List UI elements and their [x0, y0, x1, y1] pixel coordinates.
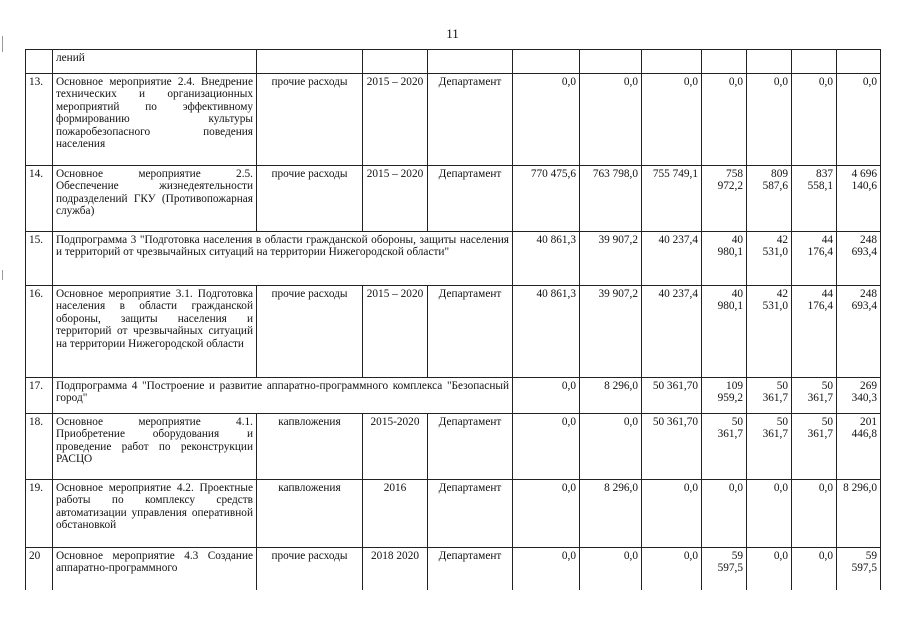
- value-2020: 0,0: [792, 480, 837, 548]
- measure-name-cell: лений: [53, 50, 257, 74]
- table-row: [26, 232, 881, 286]
- program-name-cell: Подпрограмма 4 "Построение и развитие аппаратно-программного комплекса "Безопасный город": [53, 378, 513, 414]
- executor-cell: Департамент: [428, 166, 513, 232]
- row-number-cell: 20: [26, 548, 53, 590]
- table-row: [26, 286, 881, 378]
- value-2016: 8 296,0: [580, 378, 642, 414]
- value-total: 0,0: [837, 74, 881, 166]
- table-body: [26, 50, 881, 590]
- executor-cell: Департамент: [428, 480, 513, 548]
- executor-cell: Департамент: [428, 286, 513, 378]
- value-2017: 50 361,70: [642, 414, 702, 480]
- value-2019: 42 531,0: [747, 286, 792, 378]
- value-total: [837, 50, 881, 74]
- table-row: [26, 166, 881, 232]
- value-2020: [792, 50, 837, 74]
- value-2019: 0,0: [747, 74, 792, 166]
- value-2015: [513, 50, 580, 74]
- period-cell: 2015-2020: [363, 414, 428, 480]
- value-2020: 0,0: [792, 74, 837, 166]
- value-2018: 40 980,1: [702, 232, 747, 286]
- value-2019: 50 361,7: [747, 414, 792, 480]
- row-number-cell: 14.: [26, 166, 53, 232]
- value-total: 269 340,3: [837, 378, 881, 414]
- value-2017: [642, 50, 702, 74]
- page-number: 11: [446, 26, 459, 41]
- table-row: [26, 548, 881, 590]
- period-cell: [363, 50, 428, 74]
- value-2020: 50 361,7: [792, 414, 837, 480]
- measure-name-cell: Основное мероприятие 4.2. Проектные работы по комплексу средств автоматизации управления оперативной обстановкой: [53, 480, 257, 548]
- executor-cell: Департамент: [428, 74, 513, 166]
- row-number-cell: [26, 50, 53, 74]
- value-2015: 770 475,6: [513, 166, 580, 232]
- period-cell: 2018 2020: [363, 548, 428, 590]
- value-2016: 0,0: [580, 414, 642, 480]
- value-2020: 44 176,4: [792, 232, 837, 286]
- table-row: [26, 480, 881, 548]
- value-2020: 837 558,1: [792, 166, 837, 232]
- period-cell: 2015 – 2020: [363, 74, 428, 166]
- left-edge-mark: [2, 270, 3, 280]
- row-number-cell: 18.: [26, 414, 53, 480]
- executor-cell: [428, 50, 513, 74]
- value-2016: [580, 50, 642, 74]
- value-2018: 0,0: [702, 74, 747, 166]
- row-number-cell: 16.: [26, 286, 53, 378]
- value-2015: 0,0: [513, 414, 580, 480]
- value-2017: 0,0: [642, 74, 702, 166]
- value-2017: 40 237,4: [642, 232, 702, 286]
- value-total: 59 597,5: [837, 548, 881, 590]
- value-2016: 8 296,0: [580, 480, 642, 548]
- row-number-cell: 15.: [26, 232, 53, 286]
- expense-type-cell: прочие расходы: [257, 74, 363, 166]
- value-2018: 109 959,2: [702, 378, 747, 414]
- value-2017: 50 361,70: [642, 378, 702, 414]
- table-row: [26, 378, 881, 414]
- measure-name-cell: Основное мероприятие 2.4. Внедрение технических и организационных мероприятий по эффективному формированию культуры пожаробезопасного поведения населения: [53, 74, 257, 166]
- value-2020: 44 176,4: [792, 286, 837, 378]
- measure-name-cell: Основное мероприятие 4.3 Создание аппаратно-программного: [53, 548, 257, 590]
- left-edge-mark: [2, 36, 3, 52]
- value-2019: [747, 50, 792, 74]
- value-2018: 758 972,2: [702, 166, 747, 232]
- expense-type-cell: прочие расходы: [257, 286, 363, 378]
- value-2020: 0,0: [792, 548, 837, 590]
- row-number-cell: 17.: [26, 378, 53, 414]
- period-cell: 2015 – 2020: [363, 286, 428, 378]
- value-2018: 0,0: [702, 480, 747, 548]
- expense-type-cell: [257, 50, 363, 74]
- budget-table: [25, 49, 881, 590]
- table-row: [26, 74, 881, 166]
- value-2015: 40 861,3: [513, 286, 580, 378]
- program-name-cell: Подпрограмма 3 "Подготовка населения в области гражданской обороны, защиты населения и территорий от чрезвычайных ситуаций на территории Нижегородской области": [53, 232, 513, 286]
- value-2019: 0,0: [747, 480, 792, 548]
- value-2015: 40 861,3: [513, 232, 580, 286]
- expense-type-cell: прочие расходы: [257, 548, 363, 590]
- period-cell: 2016: [363, 480, 428, 548]
- value-2019: 809 587,6: [747, 166, 792, 232]
- value-2017: 0,0: [642, 548, 702, 590]
- value-2017: 0,0: [642, 480, 702, 548]
- value-2018: [702, 50, 747, 74]
- value-total: 248 693,4: [837, 286, 881, 378]
- value-total: 4 696 140,6: [837, 166, 881, 232]
- value-2018: 59 597,5: [702, 548, 747, 590]
- executor-cell: Департамент: [428, 548, 513, 590]
- value-2016: 763 798,0: [580, 166, 642, 232]
- expense-type-cell: капвложения: [257, 480, 363, 548]
- value-2016: 0,0: [580, 74, 642, 166]
- value-2017: 755 749,1: [642, 166, 702, 232]
- value-2015: 0,0: [513, 548, 580, 590]
- measure-name-cell: Основное мероприятие 3.1. Подготовка населения в области гражданской обороны, защиты населения и территорий от чрезвычайных ситуаций на территории Нижегородской области: [53, 286, 257, 378]
- expense-type-cell: прочие расходы: [257, 166, 363, 232]
- measure-name-cell: Основное мероприятие 4.1. Приобретение оборудования и проведение работ по реконструкции РАСЦО: [53, 414, 257, 480]
- value-2018: 50 361,7: [702, 414, 747, 480]
- row-number-cell: 13.: [26, 74, 53, 166]
- period-cell: 2015 – 2020: [363, 166, 428, 232]
- value-2018: 40 980,1: [702, 286, 747, 378]
- value-2015: 0,0: [513, 480, 580, 548]
- value-2019: 42 531,0: [747, 232, 792, 286]
- value-2017: 40 237,4: [642, 286, 702, 378]
- value-2020: 50 361,7: [792, 378, 837, 414]
- value-2019: 50 361,7: [747, 378, 792, 414]
- measure-name-cell: Основное мероприятие 2.5. Обеспечение жизнедеятельности подразделений ГКУ (Противопожарная служба): [53, 166, 257, 232]
- table-row: [26, 414, 881, 480]
- value-total: 8 296,0: [837, 480, 881, 548]
- value-total: 201 446,8: [837, 414, 881, 480]
- value-2016: 39 907,2: [580, 232, 642, 286]
- table-row: [26, 50, 881, 74]
- value-2015: 0,0: [513, 74, 580, 166]
- expense-type-cell: капвложения: [257, 414, 363, 480]
- row-number-cell: 19.: [26, 480, 53, 548]
- value-2016: 39 907,2: [580, 286, 642, 378]
- value-2015: 0,0: [513, 378, 580, 414]
- value-2019: 0,0: [747, 548, 792, 590]
- executor-cell: Департамент: [428, 414, 513, 480]
- value-2016: 0,0: [580, 548, 642, 590]
- value-total: 248 693,4: [837, 232, 881, 286]
